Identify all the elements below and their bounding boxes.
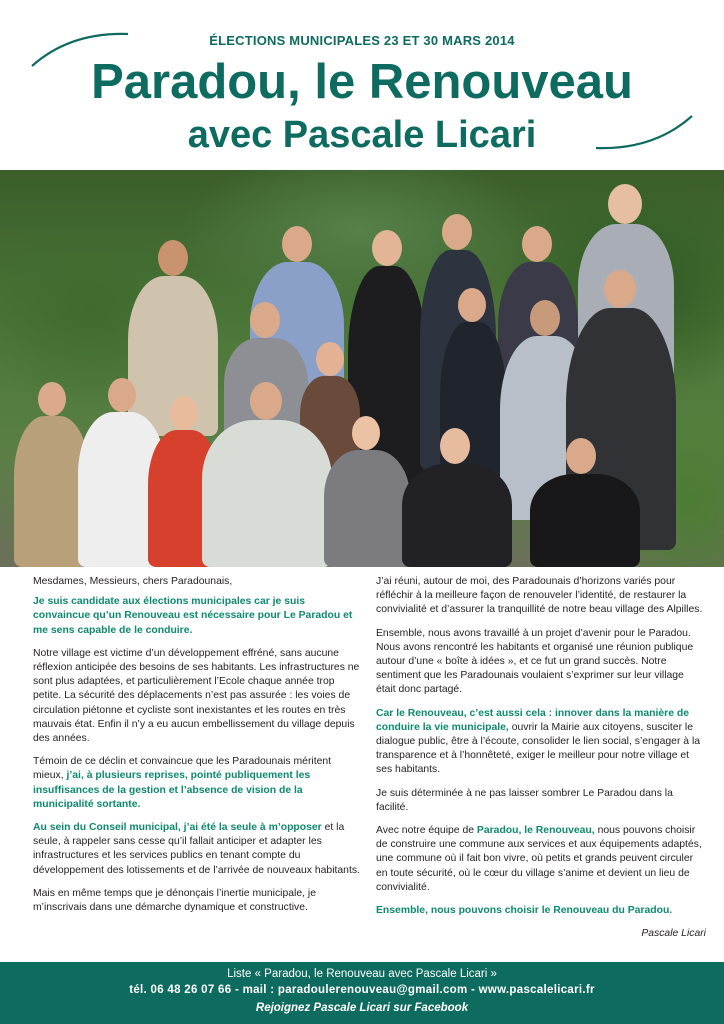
letter-column-right [376, 575, 706, 950]
team-member-figure [202, 382, 332, 567]
paragraph-closing: Ensemble, nous pouvons choisir le Renouveau du Paradou. [376, 905, 673, 917]
salutation: Mesdames, Messieurs, chers Paradounais, [33, 576, 233, 587]
page-subtitle: avec Pascale Licari [187, 114, 537, 156]
page-title: Paradou, le Renouveau [91, 55, 633, 109]
letter-column-left [33, 575, 363, 924]
team-member-figure [530, 438, 640, 567]
signature: Pascale Licari [641, 928, 706, 940]
team-group-photo [0, 170, 724, 567]
paragraph-decline: Témoin de ce déclin et convaincue que les Paradounais méritent mieux, j’ai, à plusieurs reprises, pointé publiquement les insuffisances de la gestion et l’absence de vision de la municipalité sortante. [33, 756, 332, 810]
list-name: Liste « Paradou, le Renouveau avec Pascale Licari » [227, 968, 497, 980]
paragraph-council: Au sein du Conseil municipal, j’ai été la seule à m’opposer et la seule, à rappeler sans cesse qu’il fallait anticiper et adapter les infrastructures et les services publics en tenant compte du développement des lotissements et de l’arrivée de nouveaux habitants. [33, 822, 360, 876]
paragraph-project: Ensemble, nous avons travaillé à un projet d’avenir pour le Paradou. Nous avons rencontré les habitants et organisé une réunion publique autour d’une « boîte à idées », et ce fut un grand succès. Notre sentiment que les Paradounais voulaient s’exprimer sur leur village était donc partagé. [376, 627, 694, 696]
paragraph-innovation: Car le Renouveau, c’est aussi cela : innover dans la manière de conduire la vie municipale, ouvrir la Mairie aux citoyens, susciter le dialogue public, être à l’écoute, consolider le lien social, s’engager à la transparence et à l’honnêteté, exiger le meilleur pour notre village et ses habitants. [376, 707, 701, 776]
letter-body [0, 567, 724, 962]
contact-details: tél. 06 48 26 07 66 - mail : paradoulerenouveau@gmail.com - www.pascalelicari.fr [129, 984, 595, 996]
paragraph-commune: Avec notre équipe de Paradou, le Renouveau, nous pouvons choisir de construire une commune aux services et aux équipements adaptés, une commune où il fait bon vivre, où petits et grands peuvent circuler en toute sécurité, où le cœur du village s’anime et devient un lieu de convivialité. [376, 825, 702, 893]
leaflet-header [0, 0, 724, 170]
paragraph-determination: Je suis déterminée à ne pas laisser sombrer Le Paradou dans la facilité. [376, 787, 673, 813]
team-member-figure [324, 416, 410, 567]
paragraph-constructive: Mais en même temps que je dénonçais l’inertie municipale, je m’inscrivais dans une démarche dynamique et constructive. [33, 887, 316, 914]
team-member-figure [402, 428, 512, 567]
facebook-callout: Rejoignez Pascale Licari sur Facebook [255, 1002, 469, 1014]
paragraph-team: J’ai réuni, autour de moi, des Paradounais d’horizons variés pour réfléchir à la meilleure façon de renouveler l’identité, de restaurer la convivialité et d’assurer la tranquillité de notre beau village des Alpilles. [376, 576, 703, 616]
election-dates: ÉLECTIONS MUNICIPALES 23 ET 30 MARS 2014 [209, 33, 515, 48]
paragraph-candidacy: Je suis candidate aux élections municipales car je suis convaincue qu’un Renouveau est nécessaire pour Le Paradou et me sens capable de le conduire. [33, 596, 353, 636]
contact-footer [0, 962, 724, 1024]
paragraph-village: Notre village est victime d’un développement effréné, sans aucune réflexion anticipée des besoins de ses habitants. Les infrastructures ne sont plus adaptées, et particulièrement l’Ecole chaque année trop petite. La sécurité des déplacements n’est pas assurée : les voies de circulation piétonne et cycliste sont inexistantes et les routes en très mauvais état. Enfin il n’y a eu aucun embellissement du village depuis des années. [33, 647, 360, 745]
